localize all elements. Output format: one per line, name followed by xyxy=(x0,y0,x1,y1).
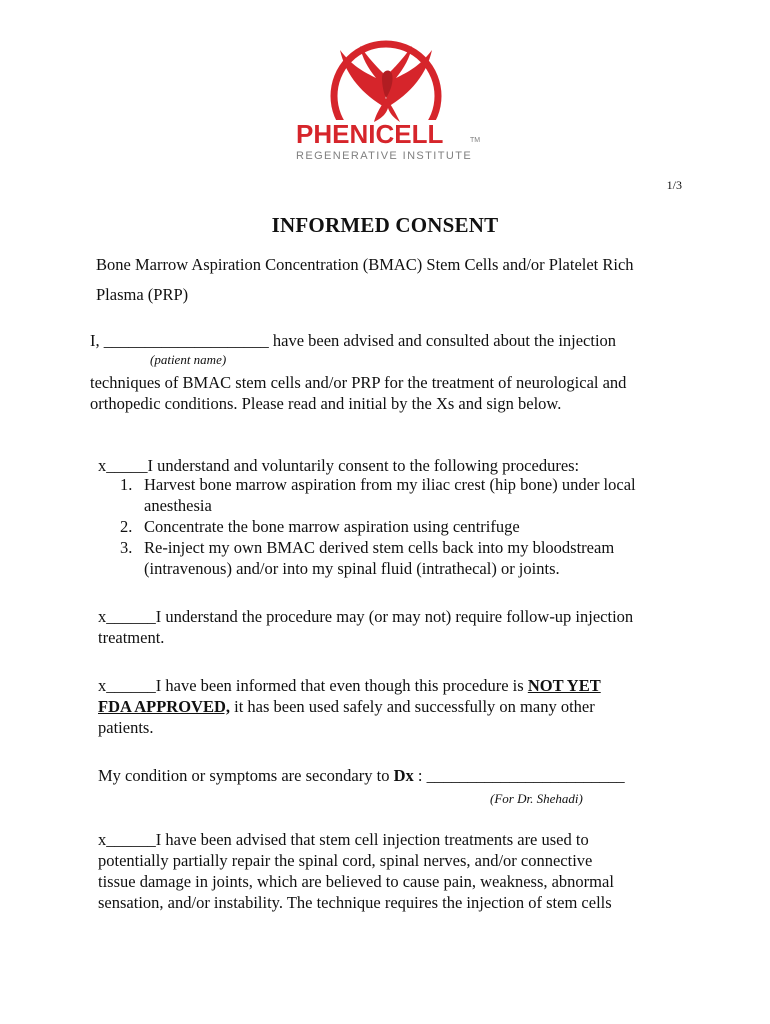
document-title: INFORMED CONSENT xyxy=(271,213,499,237)
consent-item-3-pre: x______I have been informed that even though this procedure is xyxy=(98,676,528,695)
consent-item-3-line-2 xyxy=(98,696,595,717)
intro-line-1: I, ____________________ have been advised and consulted about the injection xyxy=(90,331,617,350)
consent-item-4-line-1: x______I have been advised that stem cell injection treatments are used to xyxy=(98,830,589,849)
condition-pre: My condition or symptoms are secondary to xyxy=(98,766,394,785)
phenicell-logo xyxy=(290,38,490,168)
for-dr-label: (For Dr. Shehadi) xyxy=(490,791,583,806)
condition-line xyxy=(98,765,625,786)
patient-name-label: (patient name) xyxy=(150,352,227,367)
consent-item-2-line-1: x______I understand the procedure may (or may not) require follow-up injection xyxy=(98,607,634,626)
dx-label: Dx xyxy=(393,766,414,785)
consent-item-2-line-2: treatment. xyxy=(98,628,165,647)
consent-item-3-line-3: patients. xyxy=(98,718,154,737)
list-item xyxy=(120,474,636,516)
condition-post: : ________________________ xyxy=(413,766,625,785)
logo-wordmark: PHENICELL xyxy=(296,119,444,149)
list-item-number: 1. xyxy=(120,475,133,494)
list-item-number: 2. xyxy=(120,517,133,536)
phoenix-logo-icon xyxy=(290,38,490,168)
list-item-line: Harvest bone marrow aspiration from my iliac crest (hip bone) under local xyxy=(144,475,636,494)
consent-item-3-post: it has been used safely and successfully on many other xyxy=(230,697,595,716)
intro-line-2: techniques of BMAC stem cells and/or PRP for the treatment of neurological and xyxy=(90,373,627,392)
logo-tm: TM xyxy=(470,137,481,144)
list-item-line: (intravenous) and/or into my spinal fluid (intrathecal) or joints. xyxy=(144,559,560,578)
list-item-line: Re-inject my own BMAC derived stem cells back into my bloodstream xyxy=(144,538,615,557)
consent-item-4-line-2: potentially partially repair the spinal cord, spinal nerves, and/or connective xyxy=(98,851,593,870)
consent-item-3-line-1 xyxy=(98,675,601,696)
page-number: 1/3 xyxy=(666,178,682,192)
list-item-number: 3. xyxy=(120,538,133,557)
not-yet-emphasis: NOT YET xyxy=(527,676,601,695)
fda-approved-emphasis: FDA APPROVED, xyxy=(98,697,230,716)
subtitle-line-2: Plasma (PRP) xyxy=(96,285,189,304)
list-item-line: Concentrate the bone marrow aspiration using centrifuge xyxy=(144,517,520,536)
consent-item-1-lead: x_____I understand and voluntarily consent to the following procedures: xyxy=(98,456,580,475)
consent-item-4-line-4: sensation, and/or instability. The technique requires the injection of stem cells xyxy=(98,893,612,912)
list-item-line: anesthesia xyxy=(144,496,212,515)
list-item xyxy=(120,516,636,537)
intro-line-3: orthopedic conditions. Please read and initial by the Xs and sign below. xyxy=(90,394,562,413)
logo-tagline: REGENERATIVE INSTITUTE xyxy=(296,150,473,162)
list-item xyxy=(120,537,636,579)
subtitle-line-1: Bone Marrow Aspiration Concentration (BMAC) Stem Cells and/or Platelet Rich xyxy=(96,255,634,274)
consent-item-4-line-3: tissue damage in joints, which are believed to cause pain, weakness, abnormal xyxy=(98,872,614,891)
procedures-list xyxy=(120,474,636,579)
